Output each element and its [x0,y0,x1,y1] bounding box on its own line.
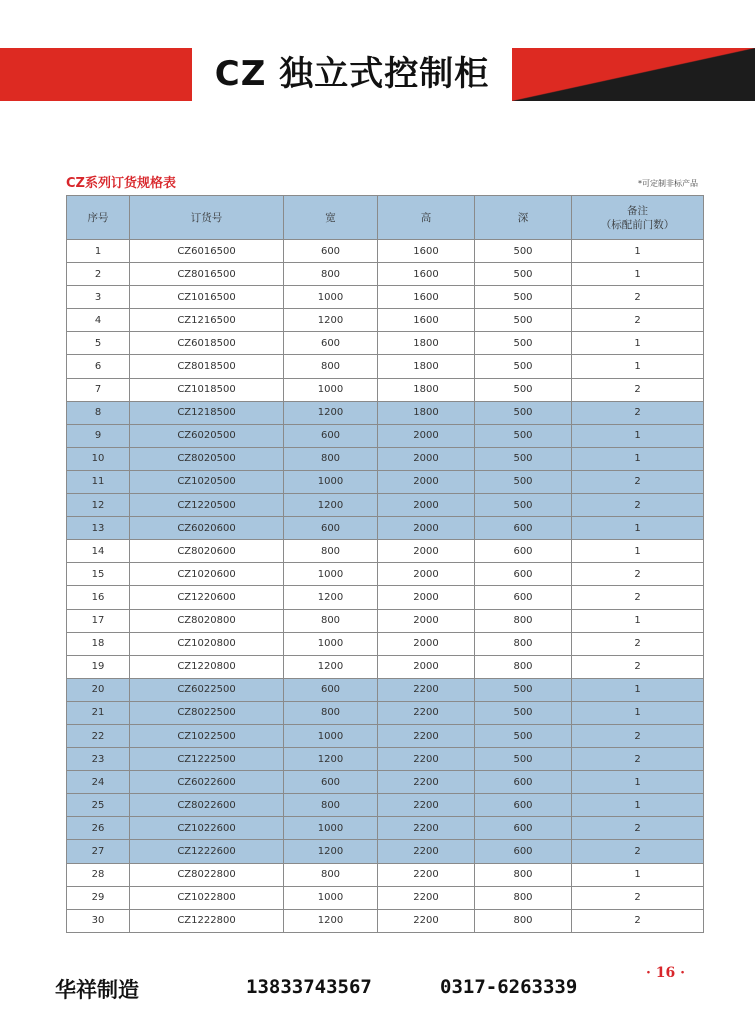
cell-order-number: CZ8022500 [130,701,284,724]
table-row [67,817,704,840]
cell-order-number: CZ1216500 [130,309,284,332]
cell-index: 13 [67,517,130,540]
cell-remarks: 2 [572,655,704,678]
cell-width: 600 [284,424,378,447]
table-row [67,540,704,563]
cell-order-number: CZ1020600 [130,563,284,586]
cell-remarks: 1 [572,609,704,632]
cell-remarks: 1 [572,794,704,817]
table-row [67,771,704,794]
cell-order-number: CZ6022500 [130,678,284,701]
cell-width: 1200 [284,309,378,332]
cell-index: 29 [67,886,130,909]
cell-depth: 500 [475,401,572,424]
table-row [67,447,704,470]
cell-depth: 600 [475,563,572,586]
cell-height: 2000 [378,609,475,632]
cell-order-number: CZ1020500 [130,470,284,493]
cell-height: 1600 [378,263,475,286]
cell-remarks: 1 [572,701,704,724]
table-row [67,701,704,724]
cell-height: 2200 [378,863,475,886]
cell-width: 800 [284,609,378,632]
header-banner-left [0,48,192,101]
cell-depth: 800 [475,863,572,886]
cell-order-number: CZ1022600 [130,817,284,840]
cell-index: 30 [67,909,130,932]
cell-height: 2000 [378,494,475,517]
cell-depth: 500 [475,701,572,724]
table-header-row [67,196,704,240]
page-title: CZ 独立式控制柜 [214,54,490,94]
cell-width: 600 [284,240,378,263]
cell-index: 4 [67,309,130,332]
table-row [67,563,704,586]
cell-depth: 500 [475,263,572,286]
cell-height: 1600 [378,240,475,263]
table-row [67,401,704,424]
table-row [67,609,704,632]
table-row [67,794,704,817]
cell-depth: 500 [475,470,572,493]
cell-index: 10 [67,447,130,470]
cell-remarks: 2 [572,401,704,424]
cell-height: 2200 [378,909,475,932]
cell-width: 800 [284,263,378,286]
cell-remarks: 1 [572,447,704,470]
cell-order-number: CZ6020600 [130,517,284,540]
table-body [67,240,704,933]
cell-remarks: 1 [572,863,704,886]
cell-order-number: CZ8022600 [130,794,284,817]
table-row [67,517,704,540]
cell-height: 2000 [378,586,475,609]
cell-width: 800 [284,540,378,563]
cell-index: 26 [67,817,130,840]
cell-order-number: CZ6022600 [130,771,284,794]
cell-height: 2000 [378,540,475,563]
cell-order-number: CZ6020500 [130,424,284,447]
cell-remarks: 2 [572,909,704,932]
table-row [67,355,704,378]
column-header-width: 宽 [284,196,378,240]
cell-height: 2000 [378,632,475,655]
cell-remarks: 2 [572,494,704,517]
cell-width: 1000 [284,886,378,909]
cell-depth: 500 [475,424,572,447]
cell-height: 2200 [378,748,475,771]
table-row [67,840,704,863]
cell-depth: 500 [475,378,572,401]
cell-remarks: 1 [572,424,704,447]
cell-depth: 600 [475,771,572,794]
cell-index: 20 [67,678,130,701]
table-row [67,586,704,609]
table-caption: CZ系列订货规格表 [66,176,176,191]
cell-width: 1200 [284,748,378,771]
table-row [67,263,704,286]
table-row [67,424,704,447]
cell-depth: 600 [475,540,572,563]
table-row [67,748,704,771]
cell-width: 600 [284,771,378,794]
cell-width: 1200 [284,586,378,609]
cell-height: 2200 [378,886,475,909]
cell-height: 2200 [378,794,475,817]
cell-remarks: 1 [572,517,704,540]
cell-order-number: CZ8018500 [130,355,284,378]
column-header-height: 高 [378,196,475,240]
cell-remarks: 2 [572,886,704,909]
cell-order-number: CZ6018500 [130,332,284,355]
table-row [67,332,704,355]
cell-width: 1000 [284,817,378,840]
cell-height: 1600 [378,309,475,332]
cell-depth: 800 [475,655,572,678]
cell-width: 1000 [284,563,378,586]
cell-remarks: 2 [572,563,704,586]
table-row [67,909,704,932]
cell-remarks: 1 [572,240,704,263]
cell-height: 2200 [378,840,475,863]
cell-depth: 500 [475,724,572,747]
cell-order-number: CZ8016500 [130,263,284,286]
cell-width: 600 [284,678,378,701]
cell-index: 25 [67,794,130,817]
table-row [67,655,704,678]
cell-width: 1200 [284,655,378,678]
cell-width: 1000 [284,632,378,655]
cell-order-number: CZ1020800 [130,632,284,655]
cell-depth: 500 [475,240,572,263]
cell-height: 2200 [378,678,475,701]
cell-width: 1000 [284,724,378,747]
cell-index: 21 [67,701,130,724]
cell-height: 1800 [378,332,475,355]
cell-order-number: CZ1220500 [130,494,284,517]
cell-height: 1600 [378,286,475,309]
cell-width: 800 [284,355,378,378]
footer-phone-landline: 0317-6263339 [440,976,578,998]
cell-depth: 600 [475,817,572,840]
cell-remarks: 1 [572,678,704,701]
cell-remarks: 2 [572,378,704,401]
column-header-index: 序号 [67,196,130,240]
cell-width: 800 [284,701,378,724]
cell-width: 800 [284,447,378,470]
table-row [67,378,704,401]
table-row [67,286,704,309]
cell-remarks: 2 [572,632,704,655]
cell-depth: 600 [475,586,572,609]
cell-height: 2200 [378,701,475,724]
cell-index: 1 [67,240,130,263]
table-row [67,678,704,701]
cell-depth: 500 [475,309,572,332]
cell-depth: 800 [475,609,572,632]
cell-depth: 600 [475,794,572,817]
cell-order-number: CZ1220600 [130,586,284,609]
cell-width: 1000 [284,470,378,493]
cell-remarks: 2 [572,748,704,771]
cell-order-number: CZ1220800 [130,655,284,678]
cell-index: 2 [67,263,130,286]
cell-order-number: CZ8020800 [130,609,284,632]
cell-index: 3 [67,286,130,309]
cell-width: 1200 [284,494,378,517]
footer-company-name: 华祥制造 [55,978,139,1002]
column-header-order-number: 订货号 [130,196,284,240]
table-row [67,494,704,517]
cell-index: 27 [67,840,130,863]
cell-width: 600 [284,517,378,540]
cell-index: 19 [67,655,130,678]
cell-index: 7 [67,378,130,401]
cell-height: 2000 [378,655,475,678]
cell-index: 24 [67,771,130,794]
cell-index: 15 [67,563,130,586]
cell-depth: 600 [475,840,572,863]
cell-width: 1200 [284,909,378,932]
cell-remarks: 1 [572,263,704,286]
cell-height: 2000 [378,470,475,493]
cell-remarks: 2 [572,586,704,609]
cell-index: 8 [67,401,130,424]
cell-index: 6 [67,355,130,378]
cell-width: 1000 [284,286,378,309]
cell-order-number: CZ1222500 [130,748,284,771]
cell-remarks: 1 [572,355,704,378]
cell-index: 5 [67,332,130,355]
cell-index: 11 [67,470,130,493]
cell-remarks: 2 [572,286,704,309]
cell-remarks: 1 [572,540,704,563]
cell-remarks: 2 [572,724,704,747]
cell-depth: 800 [475,886,572,909]
table-row [67,724,704,747]
cell-index: 12 [67,494,130,517]
page-number: · 16 · [646,965,685,981]
footer-phone-mobile: 13833743567 [246,976,372,998]
cell-remarks: 1 [572,332,704,355]
cell-order-number: CZ8020600 [130,540,284,563]
cell-index: 16 [67,586,130,609]
cell-height: 2000 [378,563,475,586]
cell-depth: 500 [475,678,572,701]
cell-width: 800 [284,794,378,817]
cell-height: 2200 [378,817,475,840]
table-row [67,886,704,909]
cell-index: 9 [67,424,130,447]
cell-remarks: 2 [572,840,704,863]
cell-order-number: CZ6016500 [130,240,284,263]
cell-width: 1000 [284,378,378,401]
cell-height: 2000 [378,424,475,447]
cell-index: 14 [67,540,130,563]
cell-depth: 500 [475,355,572,378]
table-row [67,863,704,886]
table-row [67,240,704,263]
column-header-depth: 深 [475,196,572,240]
cell-order-number: CZ8022800 [130,863,284,886]
cell-depth: 500 [475,447,572,470]
cell-height: 2200 [378,771,475,794]
cell-depth: 800 [475,909,572,932]
cell-depth: 500 [475,332,572,355]
spec-table [66,195,704,933]
cell-width: 1200 [284,401,378,424]
cell-order-number: CZ1222600 [130,840,284,863]
cell-index: 22 [67,724,130,747]
header-banner-right [512,48,755,101]
cell-order-number: CZ1022500 [130,724,284,747]
cell-index: 23 [67,748,130,771]
cell-width: 600 [284,332,378,355]
cell-depth: 500 [475,494,572,517]
cell-depth: 800 [475,632,572,655]
cell-height: 1800 [378,401,475,424]
cell-height: 1800 [378,355,475,378]
cell-remarks: 2 [572,470,704,493]
column-header-remarks: 备注 （标配前门数） [572,196,704,240]
cell-remarks: 1 [572,771,704,794]
cell-order-number: CZ1016500 [130,286,284,309]
cell-depth: 500 [475,748,572,771]
cell-remarks: 2 [572,817,704,840]
cell-order-number: CZ1218500 [130,401,284,424]
cell-height: 2000 [378,517,475,540]
table-row [67,632,704,655]
table-note: *可定制非标产品 [638,179,698,188]
cell-height: 2200 [378,724,475,747]
cell-index: 17 [67,609,130,632]
cell-height: 1800 [378,378,475,401]
cell-width: 1200 [284,840,378,863]
cell-depth: 600 [475,517,572,540]
cell-order-number: CZ1022800 [130,886,284,909]
cell-width: 800 [284,863,378,886]
cell-height: 2000 [378,447,475,470]
cell-order-number: CZ8020500 [130,447,284,470]
cell-index: 28 [67,863,130,886]
cell-order-number: CZ1222800 [130,909,284,932]
table-row [67,309,704,332]
cell-order-number: CZ1018500 [130,378,284,401]
cell-remarks: 2 [572,309,704,332]
table-row [67,470,704,493]
cell-depth: 500 [475,286,572,309]
cell-index: 18 [67,632,130,655]
